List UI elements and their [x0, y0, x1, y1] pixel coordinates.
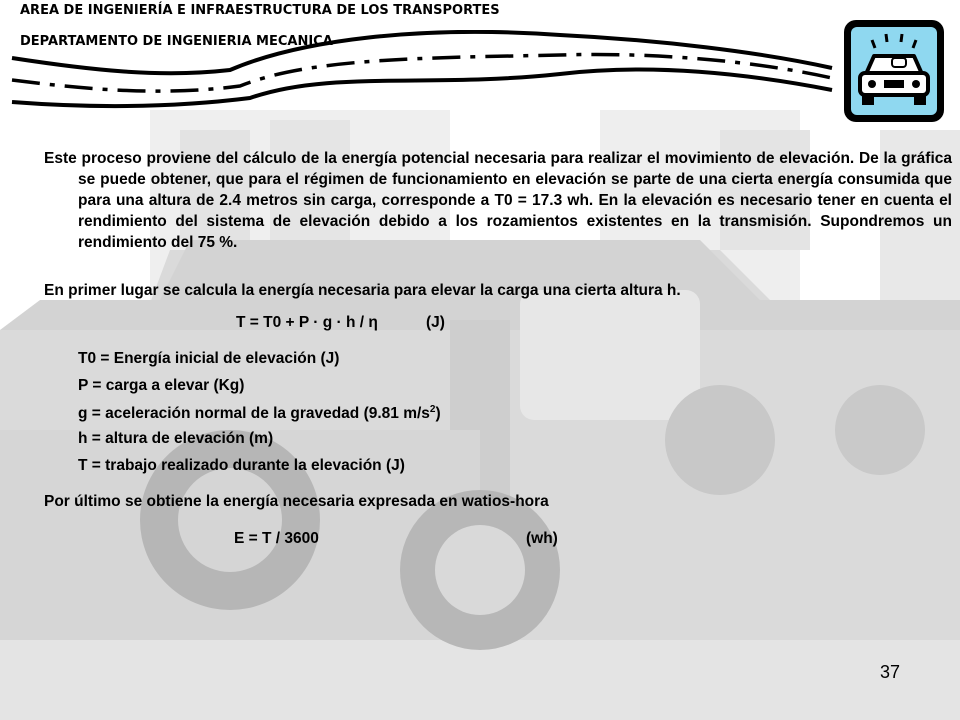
car-icon [842, 18, 946, 124]
definition-h: h = altura de elevación (m) [78, 430, 274, 447]
car-logo [842, 18, 946, 124]
formula-energy: E = T / 3600 [234, 530, 319, 547]
header-department: DEPARTAMENTO DE INGENIERIA MECANICA [20, 34, 333, 49]
formula-work: T = T0 + P · g · h / η [236, 314, 378, 331]
paragraph-first-step: En primer lugar se calcula la energía necesaria para elevar la carga una cierta altura h. [44, 282, 681, 299]
definition-p: P = carga a elevar (Kg) [78, 377, 245, 394]
formula-work-unit: (J) [426, 314, 445, 331]
paragraph-process: Este proceso proviene del cálculo de la energía potencial necesaria para realizar el movimiento de elevación. De la gráfica se puede obtener, que para el régimen de funcionamiento en elevación se parte de una cierta energía consumida que para una altura de 2.4 metros sin carga, corresponde a T0 = 17.3 wh. En la elevación es necesario tener en cuenta el rendimiento del sistema de elevación debido a los rozamientos existentes en la transmisión. Supondremos un rendimiento del 75 %. [44, 150, 952, 251]
definition-g-close: ) [435, 405, 441, 423]
formula-energy-unit: (wh) [526, 530, 558, 547]
definition-t0: T0 = Energía inicial de elevación (J) [78, 350, 340, 367]
page-number: 37 [880, 662, 901, 682]
header-institution: AREA DE INGENIERÍA E INFRAESTRUCTURA DE LOS TRANSPORTES [20, 3, 500, 18]
body-text [44, 148, 952, 253]
definition-g-exponent: 2 [429, 404, 436, 415]
definition-g-text: g = aceleración normal de la gravedad (9.81 m/s [78, 405, 430, 423]
definition-t: T = trabajo realizado durante la elevación (J) [78, 457, 405, 474]
paragraph-final-step: Por último se obtiene la energía necesaria expresada en watios-hora [44, 493, 549, 510]
definition-g [78, 404, 441, 423]
road-graphic [0, 30, 840, 110]
